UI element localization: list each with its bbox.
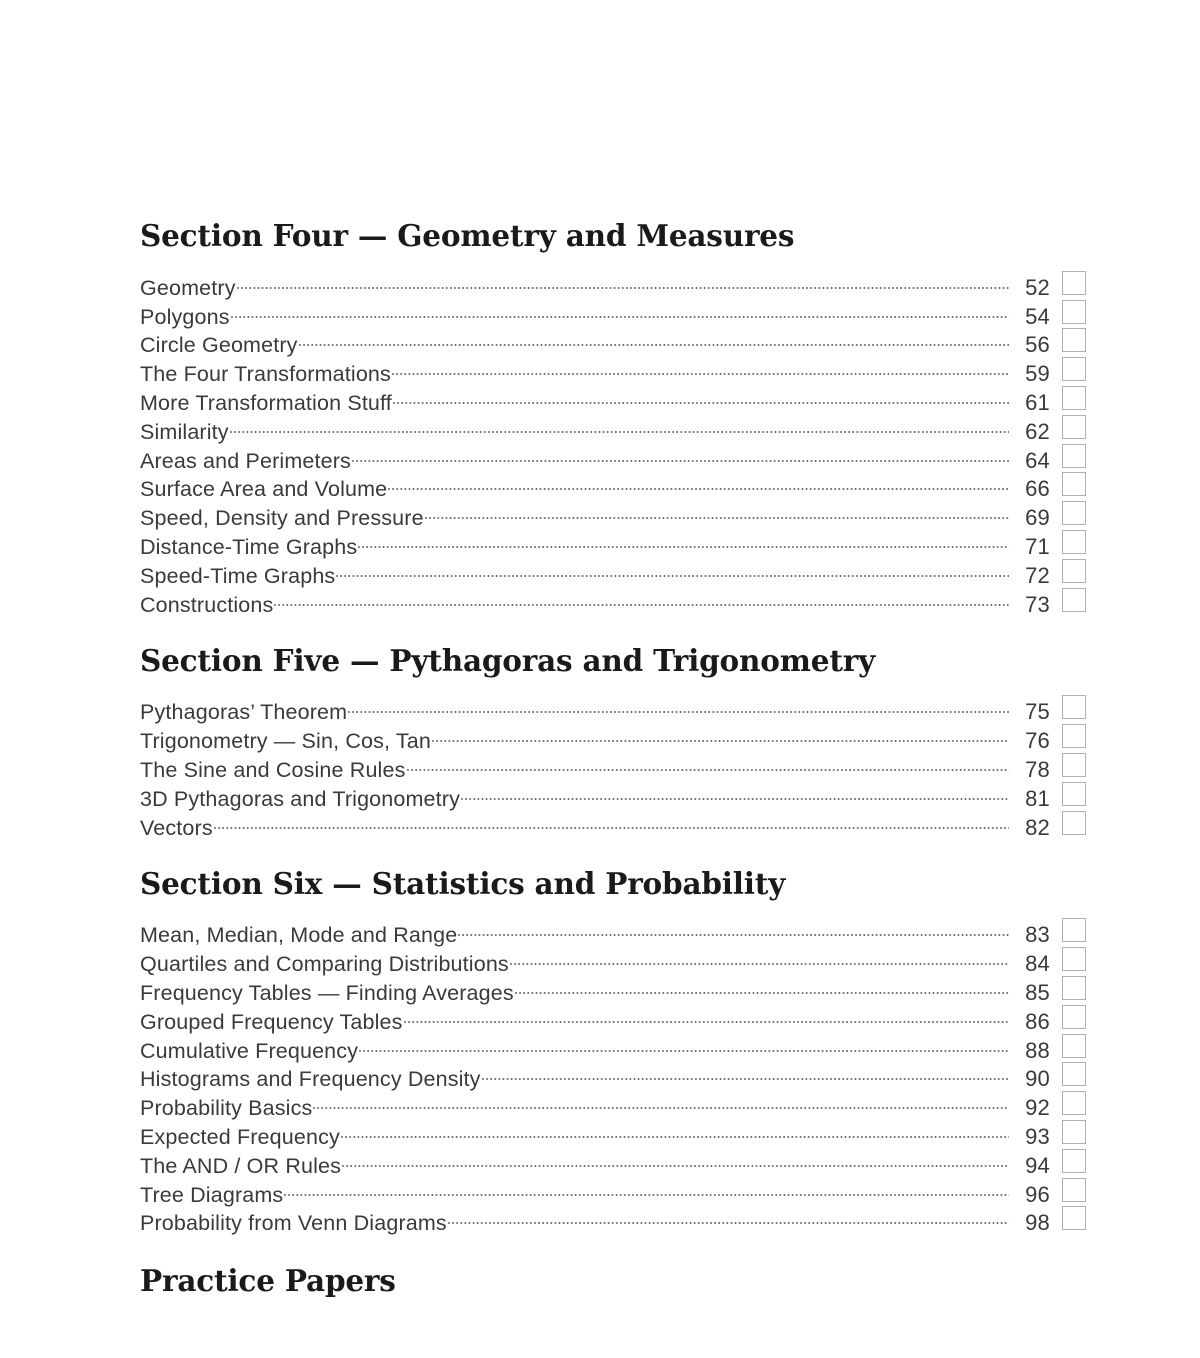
dot-leader — [458, 914, 1009, 943]
toc-checkbox-cell — [1050, 1002, 1086, 1031]
section-heading-four: Section Four — Geometry and Measures — [140, 218, 795, 253]
toc-checkbox[interactable] — [1062, 1149, 1086, 1173]
toc-checkbox-cell — [1050, 974, 1086, 1003]
toc-checkbox-cell — [1050, 751, 1086, 780]
toc-checkbox-cell — [1050, 297, 1086, 326]
toc-entry-title: Vectors — [140, 815, 213, 840]
toc-entry-title: Grouped Frequency Tables — [140, 1009, 403, 1034]
toc-entry-title: Histograms and Frequency Density — [140, 1067, 481, 1092]
dot-leader — [352, 439, 1009, 468]
toc-list-six — [140, 914, 1086, 1236]
toc-entry-title: Expected Frequency — [140, 1124, 340, 1149]
toc-checkbox-cell — [1050, 1089, 1086, 1118]
section-block-six — [140, 835, 1086, 1236]
toc-entry-page: 90 — [1025, 1066, 1050, 1092]
dot-leader — [388, 468, 1009, 497]
toc-checkbox[interactable] — [1062, 415, 1086, 439]
toc-checkbox-cell — [1050, 556, 1086, 585]
heading-spacer — [140, 253, 1086, 266]
toc-entry-title: Surface Area and Volume — [140, 477, 388, 502]
toc-checkbox[interactable] — [1062, 1005, 1086, 1029]
toc-entry-title: Pythagoras’ Theorem — [140, 700, 348, 725]
toc-checkbox[interactable] — [1062, 1120, 1086, 1144]
dot-leader — [392, 352, 1009, 381]
toc-entry-title: The AND / OR Rules — [140, 1153, 342, 1178]
toc-entry-page: 56 — [1025, 332, 1050, 358]
dot-leader — [393, 381, 1009, 410]
toc-entry-page: 83 — [1025, 922, 1050, 948]
toc-checkbox[interactable] — [1062, 530, 1086, 554]
toc-entry-page: 84 — [1025, 951, 1050, 977]
toc-entry-page: 82 — [1025, 814, 1050, 840]
toc-entry-title: Polygons — [140, 304, 230, 329]
toc-entry-title: 3D Pythagoras and Trigonometry — [140, 786, 460, 811]
dot-leader — [461, 777, 1009, 806]
toc-row[interactable] — [140, 583, 1086, 617]
toc-entry-title: Probability Basics — [140, 1096, 313, 1121]
dot-leader — [404, 1000, 1009, 1029]
toc-entry-page: 92 — [1025, 1095, 1050, 1121]
dot-leader — [348, 691, 1009, 720]
toc-checkbox-cell — [1050, 326, 1086, 355]
dot-leader — [359, 1029, 1009, 1058]
toc-entry-page: 64 — [1025, 447, 1050, 473]
toc-checkbox[interactable] — [1062, 300, 1086, 324]
toc-entry-page: 76 — [1025, 728, 1050, 754]
toc-entry-page: 88 — [1025, 1037, 1050, 1063]
toc-entry-page: 72 — [1025, 562, 1050, 588]
toc-entry-page: 98 — [1025, 1210, 1050, 1236]
toc-checkbox-cell — [1050, 441, 1086, 470]
toc-checkbox[interactable] — [1062, 588, 1086, 612]
dot-leader — [336, 554, 1009, 583]
toc-checkbox[interactable] — [1062, 328, 1086, 352]
toc-checkbox-cell — [1050, 1031, 1086, 1060]
dot-leader — [432, 719, 1009, 748]
toc-entry-page: 71 — [1025, 533, 1050, 559]
toc-checkbox[interactable] — [1062, 1206, 1086, 1230]
section-heading-six: Section Six — Statistics and Probability — [140, 865, 786, 901]
toc-row[interactable] — [140, 691, 1086, 725]
toc-list-five — [140, 691, 1086, 840]
dot-leader — [407, 748, 1010, 777]
toc-checkbox-cell — [1050, 499, 1086, 528]
heading-spacer — [140, 901, 1086, 914]
toc-checkbox-cell — [1050, 412, 1086, 441]
toc-checkbox-cell — [1050, 470, 1086, 499]
toc-entry-page: 62 — [1025, 418, 1050, 444]
toc-checkbox[interactable] — [1062, 918, 1086, 942]
toc-entry-title: Tree Diagrams — [140, 1182, 284, 1207]
section-block-five — [140, 612, 1086, 840]
dot-leader — [341, 1115, 1009, 1144]
toc-entry-page: 93 — [1025, 1123, 1050, 1149]
toc-checkbox-cell — [1050, 1175, 1086, 1204]
toc-entry-title: Distance-Time Graphs — [140, 534, 358, 559]
toc-entry-page: 73 — [1025, 591, 1050, 617]
toc-row[interactable] — [140, 439, 1086, 473]
toc-entry-page: 94 — [1025, 1152, 1050, 1178]
toc-entry-title: The Four Transformations — [140, 362, 391, 387]
toc-entry-page: 78 — [1025, 756, 1050, 782]
toc-checkbox[interactable] — [1062, 357, 1086, 381]
toc-entry-title: Speed-Time Graphs — [140, 563, 336, 588]
toc-checkbox-cell — [1050, 722, 1086, 751]
toc-checkbox-cell — [1050, 1060, 1086, 1089]
toc-checkbox-cell — [1050, 384, 1086, 413]
toc-entry-page: 81 — [1025, 785, 1050, 811]
toc-checkbox-cell — [1050, 1146, 1086, 1175]
toc-checkbox[interactable] — [1062, 753, 1086, 777]
toc-checkbox[interactable] — [1062, 1034, 1086, 1058]
toc-checkbox[interactable] — [1062, 811, 1086, 835]
toc-checkbox[interactable] — [1062, 695, 1086, 719]
toc-row[interactable] — [140, 266, 1086, 300]
toc-entry-page: 96 — [1025, 1181, 1050, 1207]
section-heading-practice-papers: Practice Papers — [140, 1263, 396, 1299]
toc-entry-title: More Transformation Stuff — [140, 390, 392, 415]
toc-entry-page: 85 — [1025, 979, 1050, 1005]
toc-checkbox[interactable] — [1062, 976, 1086, 1000]
heading-spacer — [140, 678, 1086, 691]
toc-row[interactable] — [140, 410, 1086, 444]
toc-checkbox-cell — [1050, 693, 1086, 722]
dot-leader — [284, 1173, 1009, 1202]
section-heading-five: Section Five — Pythagoras and Trigonometry — [140, 642, 876, 678]
dot-leader — [515, 971, 1009, 1000]
dot-leader — [342, 1144, 1009, 1173]
toc-entry-page: 75 — [1025, 699, 1050, 725]
dot-leader — [313, 1086, 1009, 1115]
toc-entry-page: 54 — [1025, 303, 1050, 329]
dot-leader — [482, 1058, 1009, 1087]
toc-entry-title: Probability from Venn Diagrams — [140, 1211, 447, 1236]
dot-leader — [237, 266, 1009, 295]
toc-entry-title: Trigonometry — Sin, Cos, Tan — [140, 729, 431, 754]
toc-checkbox[interactable] — [1062, 1091, 1086, 1115]
toc-entry-title: Geometry — [140, 275, 236, 300]
toc-entry-page: 61 — [1025, 389, 1050, 415]
dot-leader — [358, 525, 1009, 554]
toc-entry-title: Speed, Density and Pressure — [140, 506, 424, 531]
toc-checkbox-cell — [1050, 268, 1086, 297]
toc-entry-title: Mean, Median, Mode and Range — [140, 923, 458, 948]
dot-leader — [448, 1202, 1009, 1231]
dot-leader — [425, 496, 1009, 525]
toc-entry-title: Frequency Tables — Finding Averages — [140, 980, 514, 1005]
toc-checkbox[interactable] — [1062, 501, 1086, 525]
toc-row[interactable] — [140, 295, 1086, 329]
toc-entry-title: Areas and Perimeters — [140, 448, 351, 473]
toc-checkbox[interactable] — [1062, 559, 1086, 583]
toc-list-four — [140, 266, 1086, 617]
toc-content — [140, 0, 1086, 1298]
dot-leader — [230, 410, 1009, 439]
toc-entry-title: Circle Geometry — [140, 333, 298, 358]
toc-entry-title: Constructions — [140, 592, 274, 617]
dot-leader — [299, 324, 1009, 353]
toc-checkbox-cell — [1050, 355, 1086, 384]
section-block-practice-papers — [140, 1230, 1086, 1298]
toc-entry-page: 66 — [1025, 476, 1050, 502]
toc-checkbox[interactable] — [1062, 724, 1086, 748]
toc-checkbox-cell — [1050, 1204, 1086, 1233]
toc-checkbox[interactable] — [1062, 444, 1086, 468]
toc-checkbox-cell — [1050, 528, 1086, 557]
toc-checkbox[interactable] — [1062, 782, 1086, 806]
toc-checkbox-cell — [1050, 916, 1086, 945]
toc-entry-page: 86 — [1025, 1008, 1050, 1034]
toc-entry-page: 52 — [1025, 274, 1050, 300]
toc-checkbox[interactable] — [1062, 386, 1086, 410]
toc-checkbox-cell — [1050, 945, 1086, 974]
toc-checkbox-cell — [1050, 585, 1086, 614]
toc-row[interactable] — [140, 324, 1086, 358]
toc-checkbox[interactable] — [1062, 1178, 1086, 1202]
toc-checkbox[interactable] — [1062, 271, 1086, 295]
toc-entry-title: The Sine and Cosine Rules — [140, 757, 406, 782]
dot-leader — [274, 583, 1009, 612]
toc-entry-page: 69 — [1025, 505, 1050, 531]
toc-row[interactable] — [140, 914, 1086, 948]
dot-leader — [510, 942, 1009, 971]
section-block-four — [140, 0, 1086, 617]
toc-row[interactable] — [140, 806, 1086, 840]
toc-checkbox[interactable] — [1062, 947, 1086, 971]
toc-entry-title: Quartiles and Comparing Distributions — [140, 952, 509, 977]
dot-leader — [214, 806, 1009, 835]
toc-checkbox-cell — [1050, 779, 1086, 808]
toc-checkbox[interactable] — [1062, 1062, 1086, 1086]
toc-entry-page: 59 — [1025, 361, 1050, 387]
toc-entry-title: Similarity — [140, 419, 229, 444]
dot-leader — [231, 295, 1009, 324]
toc-checkbox[interactable] — [1062, 472, 1086, 496]
toc-checkbox-cell — [1050, 1118, 1086, 1147]
toc-entry-title: Cumulative Frequency — [140, 1038, 359, 1063]
toc-checkbox-cell — [1050, 808, 1086, 837]
